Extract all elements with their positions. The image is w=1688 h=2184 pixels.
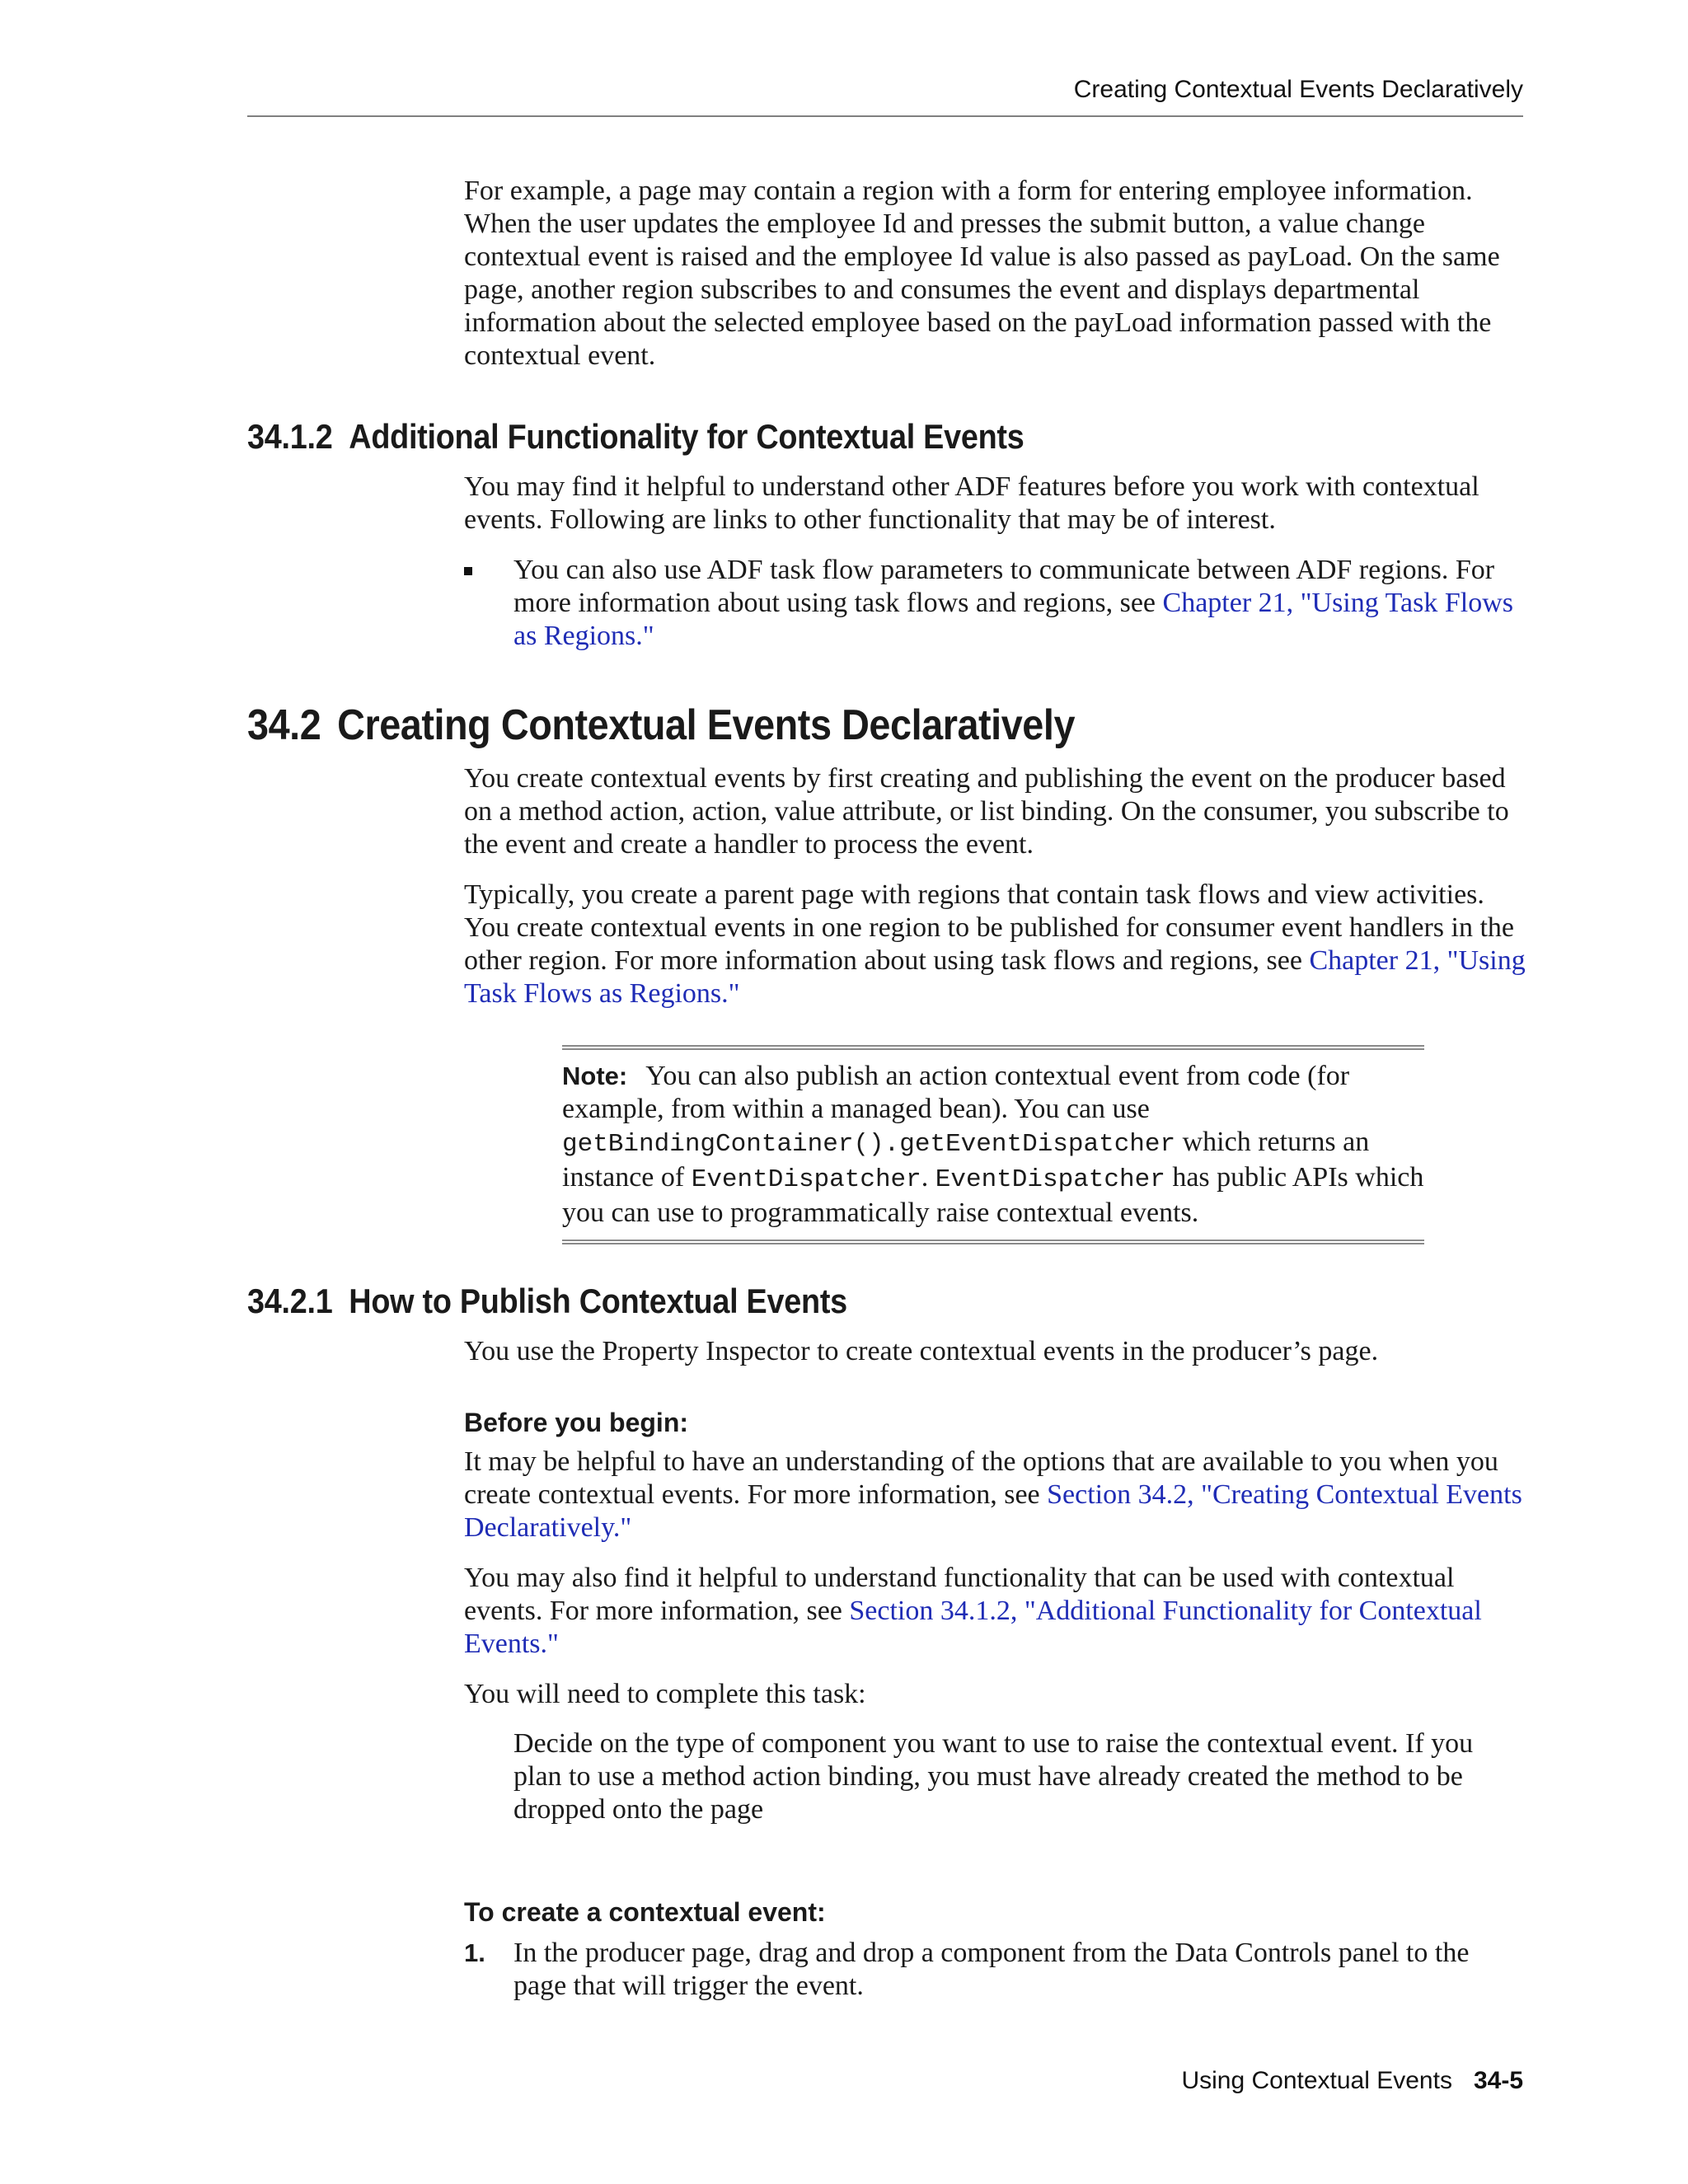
section-title: Additional Functionality for Contextual Events [349, 417, 1025, 456]
section-34-2-1-body [464, 1335, 1527, 1368]
section-34-2-body [464, 762, 1527, 861]
note-text-4: has public APIs which you can use to programmatically raise contextual events. [562, 1162, 1424, 1228]
bullet-text [513, 554, 1527, 653]
intro-paragraph: For example, a page may contain a region with a form for entering employee information. When the user updates the employee Id and presses the submit button, a value change contextual event is raised and the employee Id value is also passed as payLoad. On the same page, another region subscribes to and consumes the event and displays departmental information about the selected employee based on the payLoad information passed with the contextual event. [464, 176, 1500, 371]
note-box [562, 1045, 1424, 1244]
paragraph-text: You may also find it helpful to understand functionality that can be used with contextual events. For more information, see [464, 1563, 1455, 1626]
note-code-3: EventDispatcher [935, 1165, 1165, 1194]
before-you-begin-p2 [464, 1562, 1527, 1661]
note-text-3: . [921, 1162, 935, 1193]
section-34-2-heading [247, 701, 1075, 750]
section-34-2-paragraph-2 [464, 879, 1527, 1010]
paragraph-text: Typically, you create a parent page with regions that contain task flows and view activities. You create contextual events in one region to be published for consumer event handlers in the other region. For more information about using task flows and regions, see [464, 879, 1515, 976]
paragraph-text: It may be helpful to have an understanding of the options that are available to you when you create contextual events. For more information, see [464, 1446, 1498, 1510]
section-title: How to Publish Contextual Events [349, 1282, 847, 1320]
chapter-21-link[interactable]: Chapter 21, "Using Task Flows as Regions." [513, 588, 1513, 651]
note-label: Note: [562, 1062, 628, 1090]
task-intro: You will need to complete this task: [464, 1679, 866, 1709]
section-34-2-paragraph-1: You create contextual events by first creating and publishing the event on the producer based on a method action, action, value attribute, or list binding. On the consumer, you subscribe to the event and create a handler to process the event. [464, 763, 1509, 860]
list-item [464, 554, 1527, 653]
paragraph [464, 1446, 1527, 1544]
step-item [464, 1937, 1527, 2011]
chapter-21-link[interactable]: Chapter 21, "Using Task Flows as Regions." [464, 945, 1526, 1009]
section-number: 34.2 [247, 701, 321, 749]
procedure-heading: To create a contextual event: [464, 1897, 826, 1927]
task-block [513, 1727, 1527, 1826]
step-text: In the producer page, drag and drop a component from the Data Controls panel to the page that will trigger the event. [513, 1938, 1470, 2001]
running-header: Creating Contextual Events Declaratively [1073, 76, 1523, 103]
before-you-begin-p1 [464, 1446, 1527, 1544]
section-34-2-1-paragraph: You use the Property Inspector to create contextual events in the producer’s page. [464, 1336, 1379, 1366]
section-title: Creating Contextual Events Declaratively [337, 701, 1076, 749]
section-34-2-body-2 [464, 879, 1527, 1010]
section-34-2-link[interactable]: Section 34.2, "Creating Contextual Events Declaratively." [464, 1479, 1522, 1543]
footer-chapter-title: Using Contextual Events [1181, 2067, 1452, 2094]
page-number: 34-5 [1473, 2067, 1523, 2094]
header-rule [247, 115, 1523, 117]
note-text-2: which returns an instance of [562, 1127, 1370, 1193]
section-34-1-2-paragraph: You may find it helpful to understand other ADF features before you work with contextual events. Following are links to other functionality that may be of interest. [464, 471, 1479, 535]
note-text-1: You can also publish an action contextual event from code (for example, from within a managed bean). You can use [562, 1061, 1350, 1124]
before-you-begin-heading: Before you begin: [464, 1408, 689, 1437]
bullet-icon [464, 567, 472, 575]
intro-block [464, 175, 1527, 373]
note-code-1: getBindingContainer().getEventDispatcher [562, 1130, 1176, 1159]
step-number: 1. [464, 1938, 485, 1967]
bullet-text-body: You can also use ADF task flow parameters to communicate between ADF regions. For more information about using task flows and regions, see [513, 555, 1495, 618]
task-text: Decide on the type of component you want to use to raise the contextual event. If you plan to use a method action binding, you must have already created the method to be dropped onto the page [513, 1728, 1474, 1825]
task-intro-block [464, 1678, 1527, 1711]
note-code-2: EventDispatcher [691, 1165, 921, 1194]
page-footer [1181, 2067, 1523, 2095]
section-34-1-2-body [464, 471, 1527, 537]
note-bottom-rule [562, 1240, 1424, 1244]
section-34-1-2-link[interactable]: Section 34.1.2, "Additional Functionality for Contextual Events." [464, 1596, 1482, 1659]
section-number: 34.1.2 [247, 417, 333, 456]
section-34-2-1-heading [247, 1282, 847, 1321]
paragraph [464, 1562, 1527, 1661]
section-number: 34.2.1 [247, 1282, 333, 1320]
section-34-1-2-heading [247, 417, 1025, 457]
note-text [562, 1050, 1424, 1240]
